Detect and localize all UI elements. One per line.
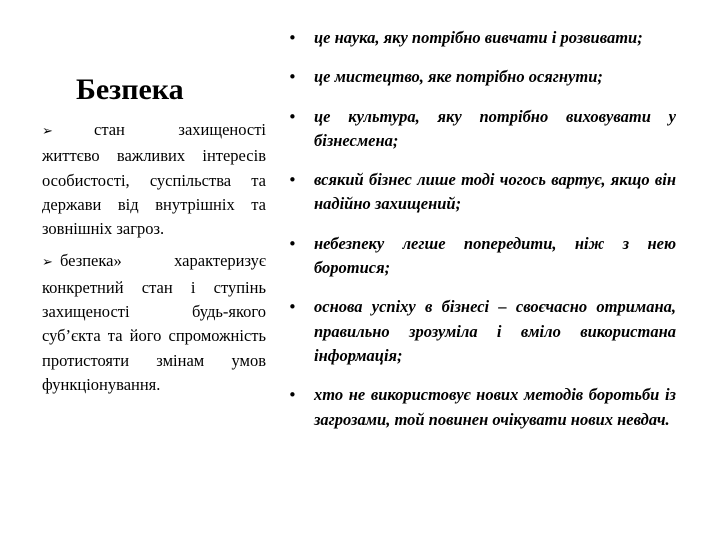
list-item-text: всякий бізнес лише тоді чогось вартує, якщо він надійно захищений; [314,170,676,214]
left-paragraph [42,249,266,397]
list-item-text: хто не використовує нових методів боротьби із загрозами, той повинен очікувати нових невдач. [314,385,676,429]
arrow-bullet-icon: ➢ [42,255,53,271]
arrow-bullet-icon: ➢ [42,124,53,139]
bullet-dot-icon: • [288,68,297,87]
right-column [288,26,676,447]
list-item [288,65,676,89]
list-item-text: основа успіху в бізнесі – своєчасно отримана, правильно зрозуміла і вміло використана інформація; [314,297,676,365]
list-item [288,105,676,154]
bullet-dot-icon: • [288,386,297,405]
left-paragraph [42,118,266,241]
bullet-dot-icon: • [288,171,297,190]
left-paragraph-text: стан захищеності життєво важливих інтересів особистості, суспільства та держави від внутрішніх та зовнішніх загроз. [42,120,266,239]
bullet-dot-icon: • [288,107,297,126]
slide-title: Безпека [76,73,184,106]
bullet-dot-icon: • [288,234,297,253]
list-item [288,26,676,50]
bullet-dot-icon: • [288,298,297,317]
bullet-list [288,26,676,432]
list-item-text: це мистецтво, яке потрібно осягнути; [314,67,603,87]
list-item-text: небезпеку легше попередити, ніж з нею боротися; [314,233,676,278]
list-item [288,232,676,281]
bullet-dot-icon: • [288,29,297,47]
left-column [42,118,266,405]
list-item-text: це наука, яку потрібно вивчати і розвивати; [314,28,643,47]
list-item-text: це культура, яку потрібно виховувати у бізнесмена; [314,106,676,150]
list-item [288,383,676,432]
list-item [288,295,676,368]
list-item [288,168,676,217]
left-paragraph-text: безпека» характеризує конкретний стан і ступінь захищеності будь-якого суб’єкта та його спроможність протистояти змінам умов функціонування. [42,251,266,394]
